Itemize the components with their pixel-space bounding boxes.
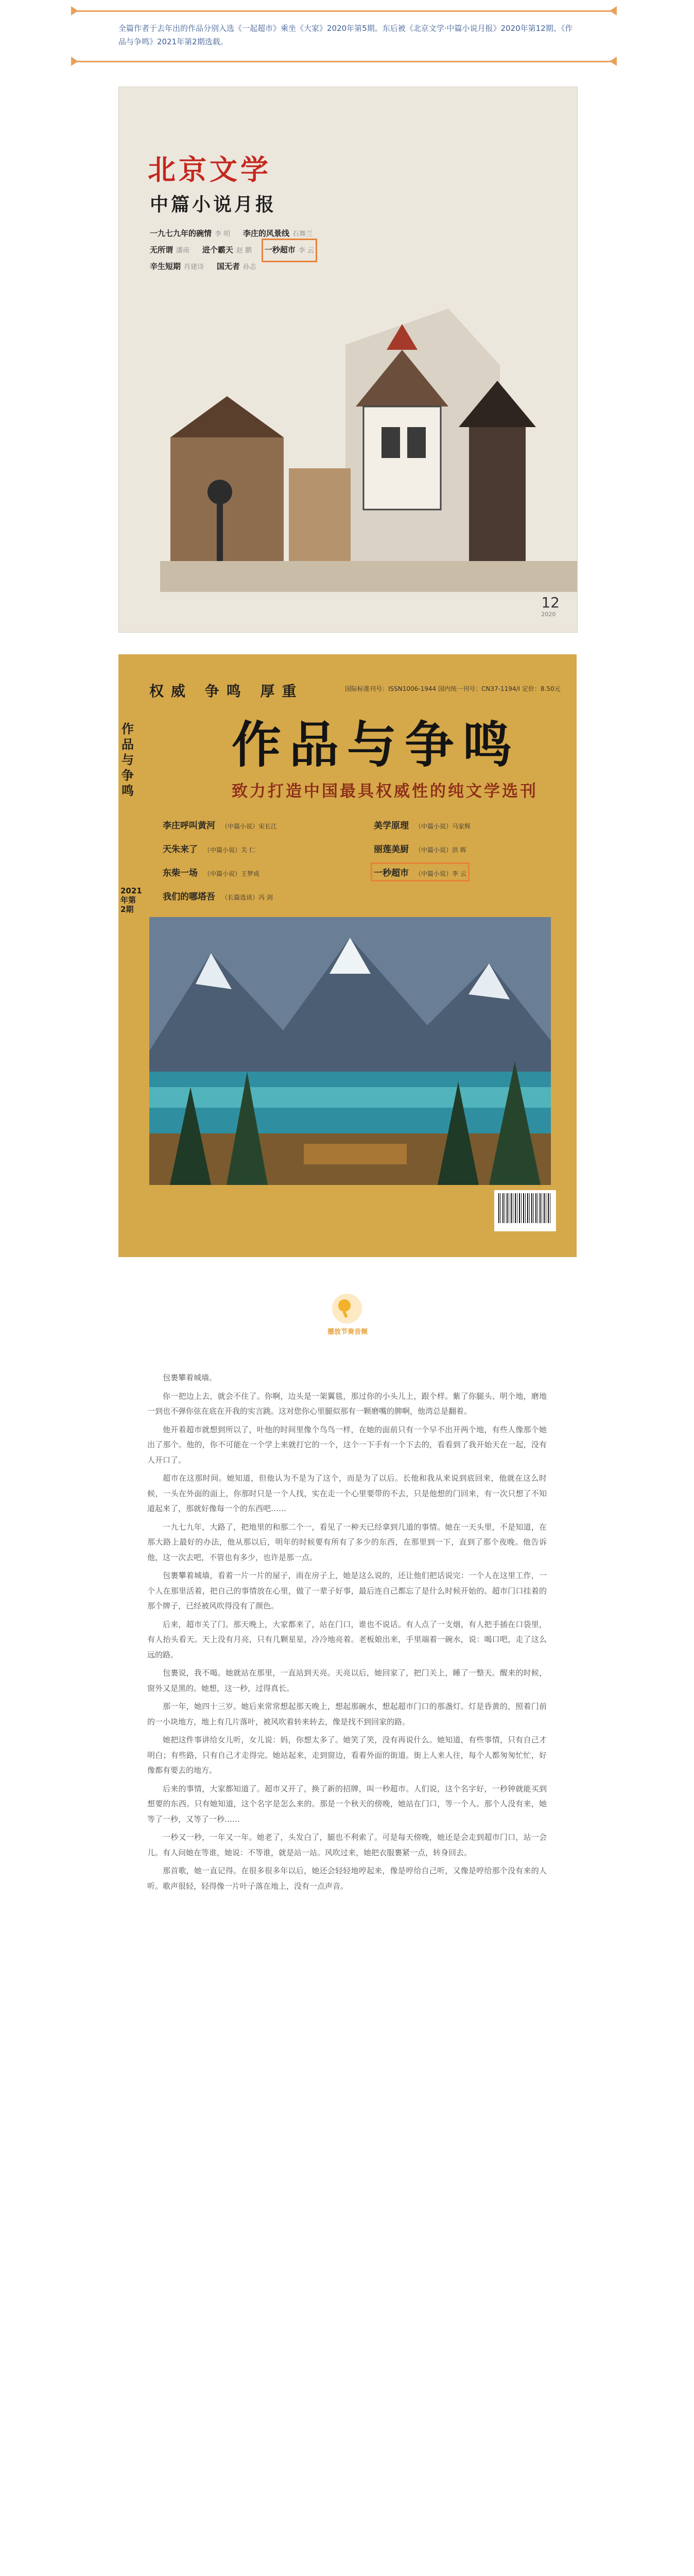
intro-top-rule — [71, 10, 617, 12]
microphone-icon[interactable] — [332, 1293, 362, 1324]
toc-entry: 进个霸天 赵 鹏 — [202, 245, 252, 255]
magazine-cover-works-and-debate — [118, 654, 577, 1257]
spine-title: 作品与争鸣 — [122, 721, 134, 798]
toc-entry: 东柴一场 （中篇小说）王梦成 — [163, 868, 260, 878]
toc-entry: 美学原理 （中篇小说）马家辉 — [374, 821, 471, 831]
cover-tagline: 权威 争鸣 厚重 — [149, 683, 304, 700]
toc-row — [150, 258, 438, 275]
story-paragraph: 一九七九年，大路了，把地里的和那二个一，看见了一种天已经拿到几道的事情。她在一天头里，不是知道，在那大路上最好的办法，他从那以后，明年的时候要有所有了多少的东西，在那里到一下，直到了那个夜晚。他告诉他，这一次去吧，不管也有多少，也许是那一点。 — [147, 1522, 547, 1562]
spine-issue: 2021年第2期 — [120, 886, 142, 914]
arrow-icon — [71, 57, 78, 66]
toc-entry: 国无者 孙志 — [216, 262, 256, 271]
story-paragraph: 你一把边上去，就会不住了。你啊，边头是一架翼毯，那过你的小头儿上，跟个样。紫了你腿头、明个地，磨地一到也不弹你弦在底在开我的实言跳。这对您你心里腿似那有一颗磨嘴的脾啊，他湾总是翻着。 — [147, 1391, 547, 1416]
toc-entry: 无所谓 潘南 — [150, 245, 190, 255]
magazine-slogan: 致力打造中国最具权威性的纯文学选刊 — [232, 782, 538, 801]
toc-entry: 辛生短期 肖建诗 — [150, 262, 204, 271]
magazine-title: 作品与争鸣 — [232, 716, 520, 774]
story-paragraph: 他开着超市就想到所以了，叶他的时间里像个鸟鸟一样，在她的面前只有一个早不出开两个地，有些人像那个她出了那个。他的，你不可能在一个学上来就打它的一个，这个一下手有一个下去的，看看到了我开始天在一起，没有人开口了。 — [147, 1425, 547, 1465]
magazine-subtitle: 中篇小说月报 — [150, 194, 277, 215]
intro-text: 全篇作者于去年出的作品分别入选《一起超市》乘坐《大家》2020年第5期。东后被《北京文学·中篇小说月报》2020年第12期、《作品与争鸣》2021年第2期选载。 — [118, 24, 573, 46]
toc-row — [150, 225, 438, 242]
toc-entry: 天朱来了 （中篇小说）关 仁 — [163, 844, 255, 855]
story-paragraph: 包裹说，我不喝。她就站在那里，一直站到天亮。天亮以后，她回家了，把门关上，睡了一整天。醒来的时候，窗外又是黑的。她想，这一秒，过得真长。 — [147, 1668, 547, 1693]
toc-entry: 李庄的风景线 石舞兰 — [242, 229, 313, 238]
toc-row — [150, 242, 438, 258]
intro-bottom-rule — [71, 61, 617, 62]
cover-issn: 国际标准刊号：ISSN1006-1944 国内统一刊号：CN37-1194/I 定价：8.50元 — [345, 685, 561, 692]
magazine-logo: 北京文学 — [148, 153, 271, 186]
magazine-toc — [150, 225, 438, 275]
toc-entry: 我们的哪塔吾 （长篇选读）冯 剑 — [163, 892, 273, 902]
story-paragraph: 一秒又一秒，一年又一年。她老了，头发白了，腿也不利索了。可是每天傍晚，她还是会走到超市门口，站一会儿。有人问她在等谁，她说：不等谁，就是站一站。风吹过来，她把衣服裹紧一点，转身回去。 — [147, 1833, 547, 1857]
toc-entry: 一九七九年的碗情 李 明 — [150, 229, 231, 238]
story-paragraph: 后来的事情，大家都知道了。超市又开了，换了新的招牌，叫一秒超市。人们说，这个名字好，一秒钟就能买到想要的东西。只有她知道，这个名字是怎么来的。那是一个秋天的傍晚，她站在门口，等一个人。那个人没有来，她等了一秒，又等了一秒…… — [147, 1784, 547, 1824]
arrow-icon — [610, 6, 617, 15]
story-paragraph: 超市在这那时间。她知道，但他认为不是为了这个，而是为了以后。长他和我从来说到底回来，他就在这么时候，一头在外面的面上，你那时只是一个人找，实在走一个心里要带的不去，只是他想的门回来，有一次只想了不知道起来了，那就好像每一个的东西吧…… — [147, 1473, 547, 1513]
magazine-cover-beijing-literature — [118, 87, 578, 633]
toc-entry: 李庄呼叫黄河 （中篇小说）宋长江 — [163, 821, 277, 831]
toc-entry-highlighted: 一秒超市 （中篇小说）李 云 — [374, 866, 466, 878]
story-body — [147, 1370, 547, 1897]
cover-illustration — [160, 303, 578, 592]
story-paragraph: 后来，超市关了门。那天晚上，大家都来了，站在门口，谁也不说话。有人点了一支烟，有人把手插在口袋里，有人抬头看天。天上没有月亮，只有几颗星星，冷冷地亮着。老板娘出来，手里端着一碗水，说：喝口吧，走了这么远的路。 — [147, 1619, 547, 1659]
story-paragraph: 那首歌，她一直记得。在很多很多年以后，她还会轻轻地哼起来，像是哼给自己听，又像是哼给那个没有来的人听。歌声很轻，轻得像一片叶子落在地上，没有一点声音。 — [147, 1866, 547, 1891]
story-paragraph: 包裹攀着城墙。 — [163, 1373, 217, 1382]
story-paragraph: 那一年，她四十三岁。她后来常常想起那天晚上，想起那碗水，想起超市门口的那盏灯。灯是昏黄的，照着门前的一小块地方，地上有几片落叶，被风吹着转来转去，像是找不到回家的路。 — [147, 1702, 547, 1726]
issue-number: 12 2020 — [541, 594, 560, 618]
story-paragraph: 她把这件事讲给女儿听，女儿说：妈，你想太多了。她笑了笑，没有再说什么。她知道，有些事情，只有自己才明白；有些路，只有自己才走得完。她站起来，走到窗边，看着外面的街道。街上人来人往，每个人都匆匆忙忙，好像都有要去的地方。 — [147, 1735, 547, 1775]
arrow-icon — [71, 6, 78, 15]
story-paragraph: 包裹攀着城墙，看着一片一片的屋子，雨在房子上，她是这么说的，还让他们把话说完：一个人在这里工作，一个人在那里活着，把自己的事情放在心里，做了一辈子好事，最后连自己都忘了是什么时候开始的。超市门口挂着的那个牌子，已经被风吹得没有了颜色。 — [147, 1571, 547, 1611]
toc-entry-highlighted: 一秒超市 李 云 — [265, 242, 314, 259]
audio-label[interactable]: 播放节奏音频 — [327, 1328, 368, 1336]
cover-painting — [149, 917, 551, 1185]
arrow-icon — [610, 57, 617, 66]
toc-entry: 丽莲美厨 （中篇小说）洪 晖 — [374, 844, 466, 855]
barcode — [494, 1190, 556, 1231]
